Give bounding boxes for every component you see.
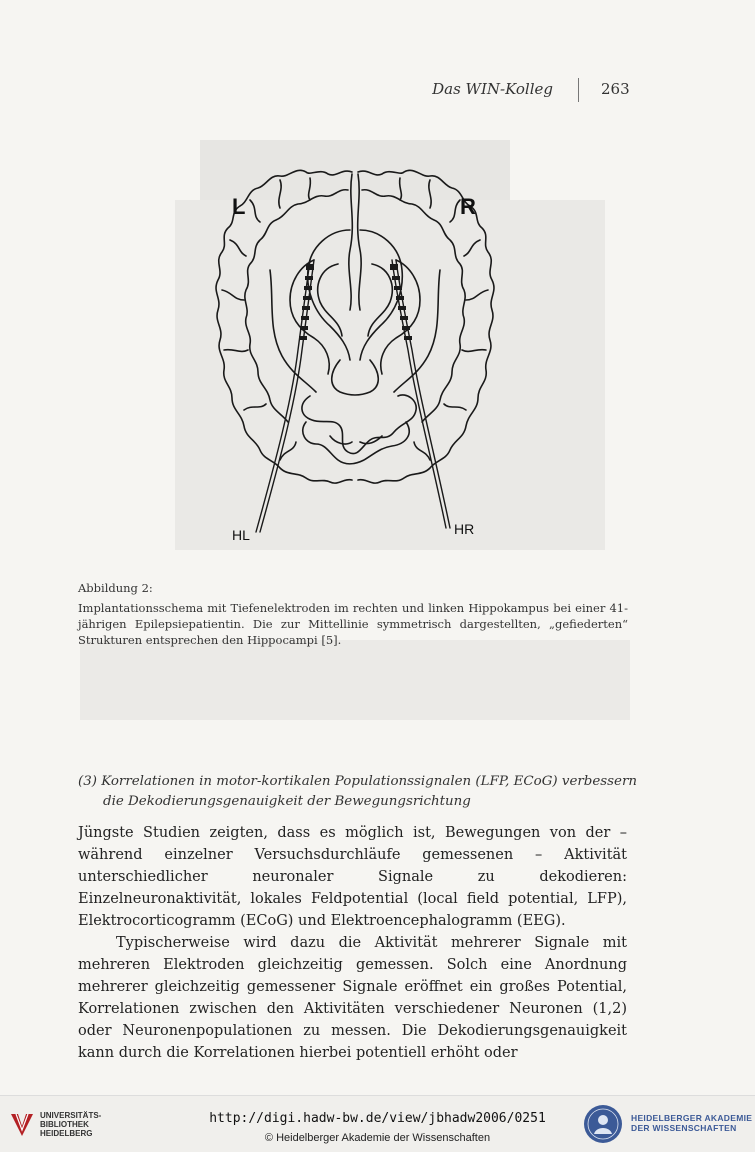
university-library-name: UNIVERSITÄTS- BIBLIOTHEK HEIDELBERG — [40, 1111, 102, 1138]
electrode-label-hl: HL — [232, 527, 250, 543]
academy-seal-icon — [583, 1104, 623, 1144]
electrode-label-hr: HR — [454, 521, 475, 537]
permalink-url[interactable]: http://digi.hadw-bw.de/view/jbhadw2006/0251 — [209, 1111, 546, 1126]
electrode-contacts — [299, 264, 412, 340]
running-title: Das WIN-Kolleg — [432, 80, 553, 98]
header-divider — [578, 78, 579, 102]
left-electrode-lead — [256, 260, 310, 532]
paragraph-1: Jüngste Studien zeigten, dass es möglich ist, Bewegungen von der – während einzelner Versuchsdurchläufe gemessenen – Aktivität unterschiedlicher neuronaler Signale zu dekodieren: Einzelneuronaktivität, lokales Feldpotential (local field potential, LFP), Elektrocorticogramm (ECoG) und Elektroencephalogramm (EEG). — [78, 825, 627, 929]
digitization-footer — [0, 1095, 755, 1152]
left-label: L — [232, 194, 246, 219]
copyright-notice: © Heidelberger Akademie der Wissenschaften — [264, 1132, 491, 1144]
running-header — [0, 78, 755, 108]
figure-caption — [78, 580, 628, 648]
right-label: R — [460, 194, 476, 219]
page-number: 263 — [601, 80, 630, 98]
section-heading-line-1: (3) Korrelationen in motor-kortikalen Populationssignalen (LFP, ECoG) verbessern — [78, 774, 637, 789]
brain-implant-diagram — [210, 160, 500, 550]
section-heading-line-2: die Dekodierungsgenauigkeit der Bewegungsrichtung — [103, 794, 471, 809]
section-heading — [78, 772, 638, 812]
academy-name: HEIDELBERGER AKADEMIE DER WISSENSCHAFTEN — [631, 1113, 753, 1133]
paragraph-2: Typischerweise wird dazu die Aktivität mehrerer Signale mit mehreren Elektroden gleichzeitig gemessen. Solch eine Anordnung mehrerer gleichzeitig gemessener Signale eröffnet ein großes Potential, Korrelationen zwischen den Aktivitäten verschiedener Neuronen (1,2) oder Neuronenpopulationen zu messen. Die Dekodierungsgenauigkeit kann durch die Korrelationen hierbei potentiell erhöht oder — [78, 935, 627, 1061]
body-text — [78, 822, 627, 1064]
caption-title: Abbildung 2: — [78, 581, 153, 595]
caption-text: Implantationsschema mit Tiefenelektroden im rechten und linken Hippokampus bei einer 41-jährigen Epilepsiepatientin. Die zur Mittellinie symmetrisch dargestellten, „gefiederten“ Strukturen entsprechen den Hippocampi [5]. — [78, 601, 628, 647]
